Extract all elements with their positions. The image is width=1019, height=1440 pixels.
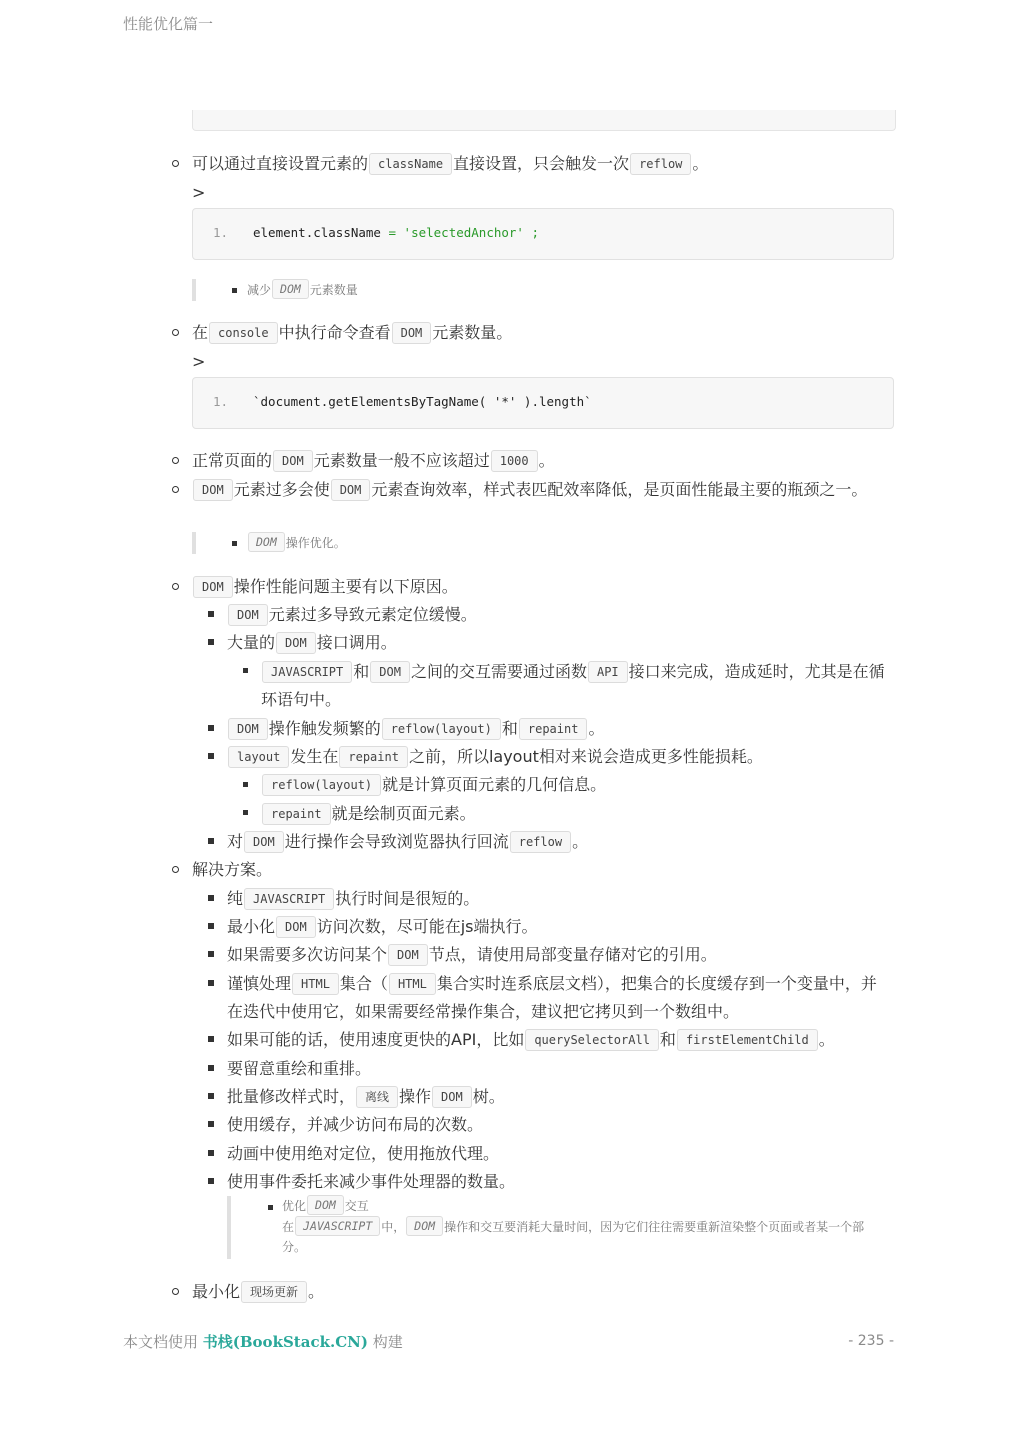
- text-segment: 进行操作会导致浏览器执行回流: [284, 832, 509, 851]
- inline-code: 现场更新: [241, 1281, 307, 1303]
- text-segment: 操作优化。: [285, 536, 346, 550]
- reason-3: [227, 715, 604, 743]
- reason-2a: [261, 658, 893, 714]
- quote-dom-interaction-title: [282, 1195, 369, 1216]
- bullet-square: [208, 1065, 214, 1071]
- text-segment: 。: [308, 1282, 325, 1301]
- bullet-square: [208, 1036, 214, 1042]
- inline-code: repaint: [339, 746, 408, 768]
- inline-code: DOM: [276, 632, 316, 654]
- text-segment: 之前，所以layout相对来说会造成更多性能损耗。: [408, 747, 763, 766]
- text-segment: 在: [282, 1220, 295, 1234]
- inline-code: DOM: [432, 1086, 472, 1108]
- text-segment: 之间的交互需要通过函数: [410, 662, 587, 681]
- item-too-many-dom: [192, 476, 892, 504]
- text-segment: 发生在: [290, 747, 339, 766]
- inline-code: DOM: [406, 1216, 443, 1236]
- inline-code: reflow(layout): [382, 718, 501, 740]
- text-segment: 。: [692, 154, 709, 173]
- text-segment: 元素数量。: [432, 323, 513, 342]
- inline-code: DOM: [248, 532, 285, 552]
- text-segment: 大量的: [227, 633, 276, 652]
- solution-2: [227, 913, 538, 941]
- bullet-square: [232, 288, 237, 293]
- text-segment: 操作: [399, 1087, 432, 1106]
- text-segment: 中执行命令查看: [278, 323, 391, 342]
- text-segment: 集合（: [339, 974, 388, 993]
- inline-code: JAVASCRIPT: [295, 1216, 380, 1236]
- previous-code-block-end: [192, 110, 896, 131]
- bullet-square: [208, 753, 214, 759]
- item-classname: [192, 150, 708, 178]
- bullet-square: [208, 1093, 214, 1099]
- reason-4: [227, 743, 763, 771]
- solution-8: 使用缓存，并减少访问布局的次数。: [227, 1115, 484, 1134]
- text-segment: 。: [818, 1030, 835, 1049]
- text-segment: 访问次数，尽可能在js端执行。: [316, 917, 538, 936]
- page-header-title: 性能优化篇一: [123, 15, 214, 33]
- bullet-square: [208, 1150, 214, 1156]
- inline-code: DOM: [228, 604, 268, 626]
- solution-4: [227, 970, 887, 1026]
- inline-code: 离线: [356, 1086, 398, 1108]
- reason-5: [227, 828, 588, 856]
- line-number: 1.: [213, 394, 229, 409]
- bullet-square: [208, 1178, 214, 1184]
- bullet-square: [243, 810, 248, 815]
- item-reasons: [192, 573, 458, 601]
- reason-4a: [261, 771, 606, 799]
- inline-code: console: [209, 322, 278, 344]
- text-segment: 。: [588, 719, 605, 738]
- text-segment: 可以通过直接设置元素的: [192, 154, 369, 173]
- text-segment: 。: [572, 832, 589, 851]
- text-segment: 元素过多会使: [233, 480, 330, 499]
- solution-5: [227, 1026, 835, 1054]
- blockquote-dom-optimize: [192, 532, 196, 554]
- inline-code: DOM: [193, 576, 233, 598]
- bullet-square: [243, 668, 248, 673]
- text-segment: =: [388, 225, 397, 240]
- quote-dom-interaction-body: [282, 1216, 882, 1257]
- inline-code: repaint: [519, 718, 588, 740]
- reason-2: [227, 629, 397, 657]
- page-number: - 235 -: [848, 1333, 894, 1349]
- blockquote-dom-interaction: [227, 1196, 231, 1259]
- inline-code: repaint: [262, 803, 331, 825]
- text-segment: 构建: [367, 1333, 403, 1351]
- inline-code: layout: [228, 746, 289, 768]
- reason-1: [227, 601, 477, 629]
- solution-6: 要留意重绘和重排。: [227, 1059, 372, 1078]
- item-console: [192, 319, 512, 347]
- text-segment: .: [305, 225, 314, 240]
- inline-code: DOM: [193, 479, 233, 501]
- inline-code: HTML: [292, 973, 339, 995]
- inline-code: HTML: [389, 973, 436, 995]
- code-line: [253, 225, 539, 240]
- text-segment: 操作触发频繁的: [268, 719, 381, 738]
- text-segment: 操作性能问题主要有以下原因。: [233, 577, 458, 596]
- inline-code: DOM: [331, 479, 371, 501]
- text-segment: 和: [659, 1030, 676, 1049]
- bullet-square: [243, 782, 248, 787]
- reason-4b: [261, 800, 476, 828]
- text-segment: 本文档使用: [123, 1333, 203, 1351]
- inline-code: DOM: [276, 916, 316, 938]
- inline-code: querySelectorAll: [525, 1029, 659, 1051]
- bullet-square: [208, 980, 214, 986]
- bullet-square: [208, 639, 214, 645]
- solution-3: [227, 941, 717, 969]
- text-segment: 集合实时连系底层文档），把集合的长度缓存到一个变量中，并在迭代中使用它，如果需要经常操作集合，建议把它拷贝到一个数组中。: [227, 974, 877, 1021]
- bullet-square: [208, 725, 214, 731]
- text-segment: 接口调用。: [316, 633, 397, 652]
- text-segment: 。: [538, 451, 555, 470]
- inline-code: DOM: [370, 661, 410, 683]
- code-block-getelements: [192, 377, 894, 429]
- blockquote-marker: >: [192, 183, 206, 202]
- text-segment: className: [313, 225, 389, 240]
- bullet-circle: [172, 583, 179, 590]
- item-solutions: 解决方案。: [192, 860, 273, 879]
- blockquote-reduce-dom: [192, 279, 196, 301]
- inline-code: DOM: [307, 1195, 344, 1215]
- text-segment: 优化: [282, 1199, 307, 1213]
- bullet-circle: [172, 486, 179, 493]
- text-segment: ;: [523, 225, 540, 240]
- text-segment: 元素过多导致元素定位缓慢。: [268, 605, 477, 624]
- footer-credit: [123, 1331, 403, 1352]
- inline-code: DOM: [388, 944, 428, 966]
- inline-code: API: [588, 661, 628, 683]
- solution-9: 动画中使用绝对定位，使用拖放代理。: [227, 1144, 500, 1163]
- text-segment: 正常页面的: [192, 451, 273, 470]
- code-classname: className: [369, 153, 452, 175]
- text-segment: 就是绘制页面元素。: [331, 804, 476, 823]
- inline-code: DOM: [228, 718, 268, 740]
- solution-1: [227, 885, 479, 913]
- bullet-square: [208, 611, 214, 617]
- text-segment: 谨慎处理: [227, 974, 292, 993]
- text-segment: 最小化: [227, 917, 276, 936]
- text-segment: 元素数量一般不应该超过: [313, 451, 490, 470]
- bullet-circle: [172, 160, 179, 167]
- text-segment: 元素数量: [309, 283, 358, 297]
- text-segment: 接口来完成，造成延时，尤其是在循环语句中。: [261, 662, 885, 709]
- text-segment: 执行时间是很短的。: [335, 889, 480, 908]
- text-segment: 节点，请使用局部变量存储对它的引用。: [428, 945, 717, 964]
- inline-code: 1000: [491, 450, 538, 472]
- text-segment: 就是计算页面元素的几何信息。: [382, 775, 607, 794]
- inline-code: DOM: [392, 322, 432, 344]
- text-segment: element: [253, 225, 306, 240]
- code-reflow: reflow: [630, 153, 691, 175]
- text-segment: 'selectedAnchor': [396, 225, 524, 240]
- bullet-square: [268, 1205, 273, 1210]
- text-segment: 减少: [247, 283, 272, 297]
- text-segment: 元素查询效率，样式表匹配效率降低，是页面性能最主要的瓶颈之一。: [371, 480, 868, 499]
- bullet-square: [208, 1121, 214, 1127]
- text-segment: 最小化: [192, 1282, 241, 1301]
- text-segment: 直接设置，只会触发一次: [453, 154, 630, 173]
- bullet-circle: [172, 329, 179, 336]
- line-number: 1.: [213, 225, 229, 240]
- text-segment: 和: [353, 662, 370, 681]
- inline-code: DOM: [244, 831, 284, 853]
- text-segment: 在: [192, 323, 209, 342]
- text-segment: 对: [227, 832, 244, 851]
- text-segment: 交互: [344, 1199, 369, 1213]
- inline-code: DOM: [273, 450, 313, 472]
- item-normal-dom-count: [192, 447, 555, 475]
- inline-code: firstElementChild: [677, 1029, 818, 1051]
- bullet-square: [208, 838, 214, 844]
- solution-10: 使用事件委托来减少事件处理器的数量。: [227, 1172, 516, 1191]
- bullet-square: [208, 923, 214, 929]
- code-block-classname: [192, 208, 894, 260]
- text-segment: 和: [501, 719, 518, 738]
- text-segment: 如果可能的话，使用速度更快的API，比如: [227, 1030, 525, 1049]
- inline-code: DOM: [272, 279, 309, 299]
- bullet-square: [208, 951, 214, 957]
- blockquote-marker: >: [192, 352, 206, 371]
- bullet-square: [232, 541, 237, 546]
- quote-reduce-dom-text: [247, 279, 358, 300]
- text-segment: 操作和交互要消耗大量时间，因为它们往往需要重新渲染整个页面或者某一个部分。: [282, 1220, 865, 1254]
- inline-code: reflow: [510, 831, 571, 853]
- text-segment: 批量修改样式时，: [227, 1087, 356, 1106]
- quote-dom-optimize-text: [247, 532, 346, 553]
- bullet-square: [208, 895, 214, 901]
- text-segment: 树。: [472, 1087, 505, 1106]
- code-line: `document.getElementsByTagName( '*' ).length`: [253, 394, 592, 409]
- inline-code: JAVASCRIPT: [262, 661, 352, 683]
- inline-code: reflow(layout): [262, 774, 381, 796]
- text-segment: 如果需要多次访问某个: [227, 945, 388, 964]
- footer-brand-link[interactable]: 书栈(BookStack.CN): [202, 1333, 368, 1351]
- bullet-circle: [172, 457, 179, 464]
- bullet-circle: [172, 866, 179, 873]
- item-minimize-live-updates: [192, 1278, 324, 1306]
- bullet-circle: [172, 1288, 179, 1295]
- inline-code: JAVASCRIPT: [244, 888, 334, 910]
- text-segment: 纯: [227, 889, 244, 908]
- text-segment: 中，: [381, 1220, 406, 1234]
- solution-7: [227, 1083, 505, 1111]
